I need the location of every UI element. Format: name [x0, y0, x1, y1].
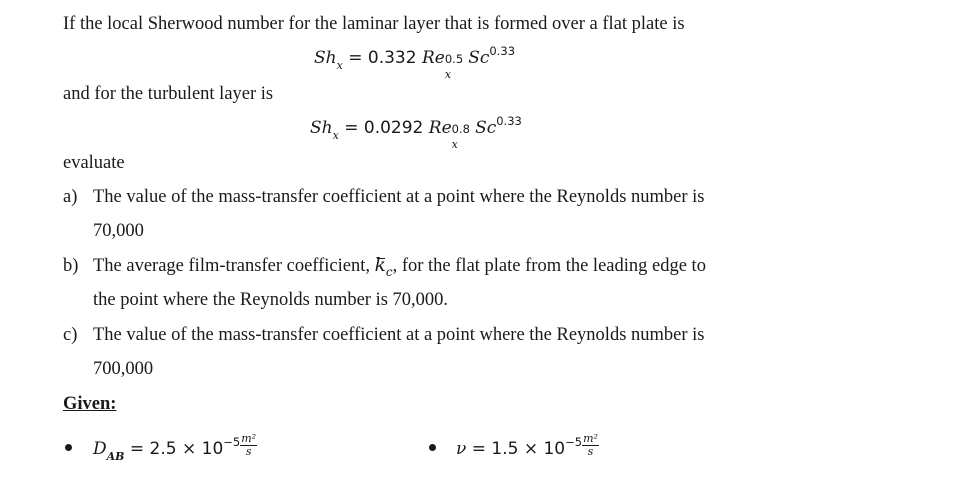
eq1-coef: 0.332	[367, 48, 417, 68]
item-c-label: c)	[63, 325, 78, 345]
item-b-label: b)	[63, 256, 79, 276]
item-a-line1: The value of the mass-transfer coefficient at a point where the Reynolds number is	[93, 187, 705, 207]
nu-unit	[582, 433, 599, 457]
nu-unit-num: m²	[583, 432, 598, 445]
laminar-sherwood-equation	[314, 44, 516, 81]
item-a-label: a)	[63, 187, 78, 207]
eq2-sc-exp: 0.33	[496, 114, 522, 128]
eq2-equals: =	[344, 118, 359, 138]
dab-sub: AB	[106, 450, 125, 464]
eq2-sc: Sc	[475, 118, 497, 138]
given-nu	[456, 432, 599, 461]
dab-value: = 2.5 × 10	[129, 439, 224, 460]
given-heading: Given:	[63, 394, 117, 414]
eq2-lhs: Sh	[310, 118, 333, 138]
nu-value: = 1.5 × 10	[471, 439, 566, 460]
dab-unit-num: m²	[241, 432, 257, 445]
item-b-line2: the point where the Reynolds number is 70,000.	[93, 290, 449, 310]
eq2-re: Re	[428, 118, 452, 138]
evaluate-text: evaluate	[63, 153, 125, 173]
eq2-re-exp: 0.8	[451, 122, 470, 136]
item-b-line1-pre: The average film-transfer coefficient,	[93, 256, 375, 276]
dab-symbol: D	[93, 439, 107, 460]
item-c-line2: 700,000	[93, 359, 154, 379]
eq1-re-sub: x	[444, 68, 452, 81]
turbulent-intro-text: and for the turbulent layer is	[63, 84, 274, 104]
k-bar-sub: c	[385, 265, 393, 279]
given-dab	[93, 432, 257, 464]
dab-unit	[240, 433, 257, 457]
intro-text: If the local Sherwood number for the laminar layer that is formed over a flat plate is	[63, 14, 685, 34]
eq1-equals: =	[348, 48, 363, 68]
eq2-coef: 0.0292	[363, 118, 424, 138]
turbulent-sherwood-equation	[310, 114, 522, 151]
nu-exp: −5	[565, 435, 583, 450]
nu-unit-den: s	[587, 444, 594, 458]
bullet-nu	[429, 444, 436, 451]
eq1-lhs: Sh	[314, 48, 337, 68]
nu-symbol: ν	[456, 439, 467, 460]
eq1-re: Re	[421, 48, 445, 68]
eq1-sc-exp: 0.33	[489, 44, 516, 58]
bullet-dab	[65, 444, 72, 451]
k-bar-symbol: k	[374, 255, 386, 276]
eq1-lhs-sub: x	[336, 59, 343, 72]
eq2-lhs-sub: x	[332, 129, 339, 142]
eq1-sc: Sc	[468, 48, 490, 68]
eq2-re-sub: x	[451, 138, 458, 151]
item-a-line2: 70,000	[93, 221, 144, 241]
dab-unit-den: s	[245, 444, 252, 458]
item-b-line1	[93, 255, 706, 279]
eq1-re-exp: 0.5	[444, 52, 464, 66]
item-b-line1-post: , for the flat plate from the leading edge to	[392, 256, 706, 276]
item-c-line1: The value of the mass-transfer coefficient at a point where the Reynolds number is	[93, 325, 705, 345]
dab-exp: −5	[223, 435, 241, 450]
